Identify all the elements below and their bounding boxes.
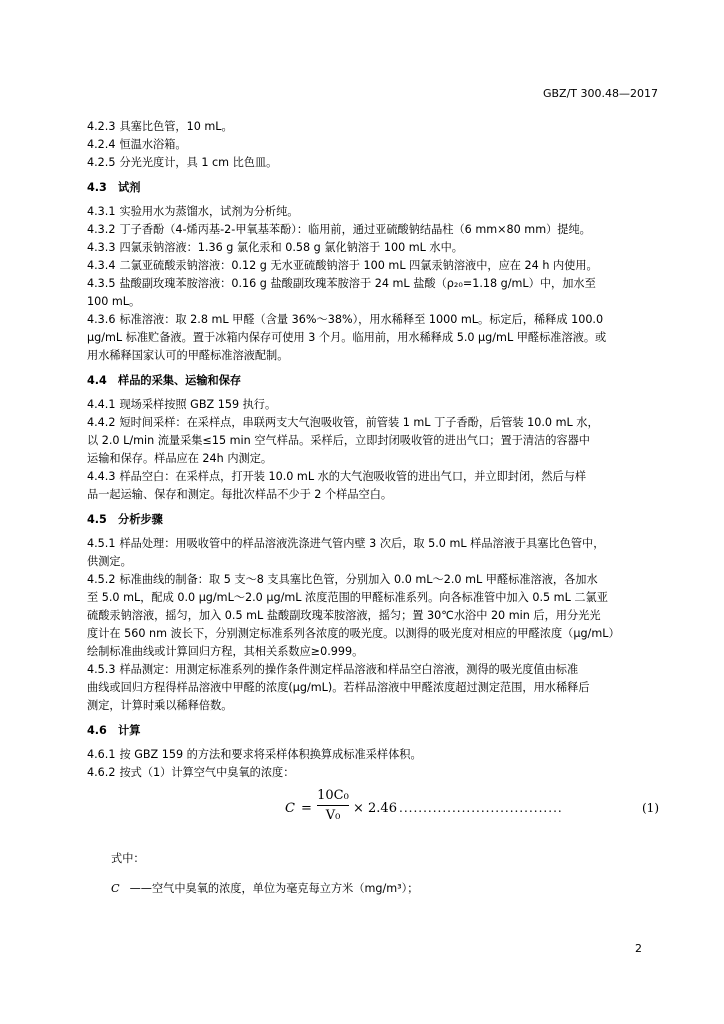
clause-4-3-6-cont1: μg/mL 标准贮备液。置于冰箱内保存可使用 3 个月。临用前，用水稀释成 5.0 μg/mL 甲醛标准溶液。或 (87, 331, 607, 344)
clause-4-4-3-cont: 品一起运输、保存和测定。每批次样品不少于 2 个样品空白。 (87, 488, 393, 501)
clause-4-5-3: 4.5.3 样品测定：用测定标准系列的操作条件测定样品溶液和样品空白溶液，测得的吸光度值由标准 (87, 663, 579, 676)
section-heading-4-3: 4.3 试剂 (87, 181, 141, 194)
clause-4-3-2: 4.3.2 丁子香酚（4-烯丙基-2-甲氧基苯酚）：临用前，通过亚硫酸钠结晶柱（6 mm×80 mm）提纯。 (87, 223, 591, 236)
section-heading-4-5: 4.5 分析步骤 (87, 513, 163, 526)
clause-4-4-2-cont1: 以 2.0 L/min 流量采集≤15 min 空气样品。采样后，立即封闭吸收管的进出气口；置于清洁的容器中 (87, 434, 590, 447)
page-body (87, 118, 659, 910)
clause-4-3-1: 4.3.1 实验用水为蒸馏水，试剂为分析纯。 (87, 205, 299, 218)
clause-4-5-3-cont1: 曲线或回归方程得样品溶液中甲醛的浓度(μg/mL)。若样品溶液中甲醛浓度超过测定范围，用水稀释后 (87, 681, 590, 694)
clause-4-5-1: 4.5.1 样品处理：用吸收管中的样品溶液洗涤进气管内壁 3 次后，取 5.0 mL 样品溶液于具塞比色管中， (87, 537, 605, 550)
clause-4-6-1: 4.6.1 按 GBZ 159 的方法和要求将采样体积换算成标准采样体积。 (87, 748, 422, 761)
formula-number: (1) (642, 801, 659, 815)
clause-4-5-2-cont2: 硫酸汞钠溶液，摇匀，加入 0.5 mL 盐酸副玫瑰苯胺溶液，摇匀；置 30℃水浴中 20 min 后，用分光光 (87, 609, 601, 622)
clause-4-3-6: 4.3.6 标准溶液：取 2.8 mL 甲醛（含量 36%～38%），用水稀释至 1000 mL。标定后，稀释成 100.0 (87, 313, 604, 326)
formula-multiplier: × 2.46 (353, 801, 397, 816)
section-4-2-items (87, 118, 659, 172)
formula-fraction (317, 788, 349, 823)
clause-4-5-3-cont2: 测定，计算时乘以稀释倍数。 (87, 699, 233, 712)
clause-4-2-item: 4.2.4 恒温水浴箱。 (87, 138, 187, 151)
page-number: 2 (635, 942, 642, 955)
formula-lhs: C (285, 801, 295, 816)
clause-4-5-2-cont4: 绘制标准曲线或计算回归方程，其相关系数应≥0.999。 (87, 645, 364, 658)
clause-4-4-2-cont2: 运输和保存。样品应在 24h 内测定。 (87, 452, 273, 465)
clause-4-4-2: 4.4.2 短时间采样：在采样点，串联两支大气泡吸收管，前管装 1 mL 丁子香酚，后管装 10.0 mL 水， (87, 416, 599, 429)
formula-numerator: 10C₀ (317, 788, 349, 806)
clause-4-3-4: 4.3.4 二氯亚硫酸汞钠溶液：0.12 g 无水亚硫酸钠溶于 100 mL 四氯汞钠溶液中，应在 24 h 内使用。 (87, 259, 598, 272)
section-heading-4-6: 4.6 计算 (87, 724, 141, 737)
formula-1 (87, 788, 659, 838)
clause-4-5-1-cont: 供测定。 (87, 555, 132, 568)
formula-equals: = (301, 801, 312, 816)
clause-4-5-2-cont1: 至 5.0 mL，配成 0.0 μg/mL～2.0 μg/mL 浓度范围的甲醛标准系列。向各标准管中加入 0.5 mL 二氯亚 (87, 591, 608, 604)
where-definition-c: C ——空气中臭氧的浓度，单位为毫克每立方米（mg/m³）； (111, 882, 419, 896)
clause-4-3-5-cont: 100 mL。 (87, 295, 141, 308)
clause-4-6-2: 4.6.2 按式（1）计算空气中臭氧的浓度： (87, 766, 295, 779)
section-heading-4-4: 4.4 样品的采集、运输和保存 (87, 374, 242, 387)
clause-4-5-2: 4.5.2 标准曲线的制备：取 5 支～8 支具塞比色管，分别加入 0.0 mL～2.0 mL 甲醛标准溶液，各加水 (87, 573, 598, 586)
clause-4-5-2-cont3: 度计在 560 nm 波长下，分别测定标准系列各浓度的吸光度。以测得的吸光度对相应的甲醛浓度（μg/mL） (87, 627, 620, 640)
where-label: 式中： (111, 852, 145, 866)
document-id: GBZ/T 300.48—2017 (542, 87, 658, 100)
formula-leader-dots: .................................. (399, 801, 563, 815)
clause-4-4-1: 4.4.1 现场采样按照 GBZ 159 执行。 (87, 398, 277, 411)
clause-4-3-3: 4.3.3 四氯汞钠溶液：1.36 g 氯化汞和 0.58 g 氯化钠溶于 100 mL 水中。 (87, 241, 463, 254)
clause-4-2-item: 4.2.3 具塞比色管，10 mL。 (87, 120, 233, 133)
clause-4-3-6-cont2: 用水稀释国家认可的甲醛标准溶液配制。 (87, 349, 289, 362)
clause-4-4-3: 4.4.3 样品空白：在采样点，打开装 10.0 mL 水的大气泡吸收管的进出气口，并立即封闭，然后与样 (87, 470, 587, 483)
clause-4-2-item: 4.2.5 分光光度计，具 1 cm 比色皿。 (87, 156, 278, 169)
clause-4-3-5: 4.3.5 盐酸副玫瑰苯胺溶液：0.16 g 盐酸副玫瑰苯胺溶于 24 mL 盐酸（ρ₂₀=1.18 g/mL）中，加水至 (87, 277, 596, 290)
formula-denominator: V₀ (325, 808, 341, 823)
